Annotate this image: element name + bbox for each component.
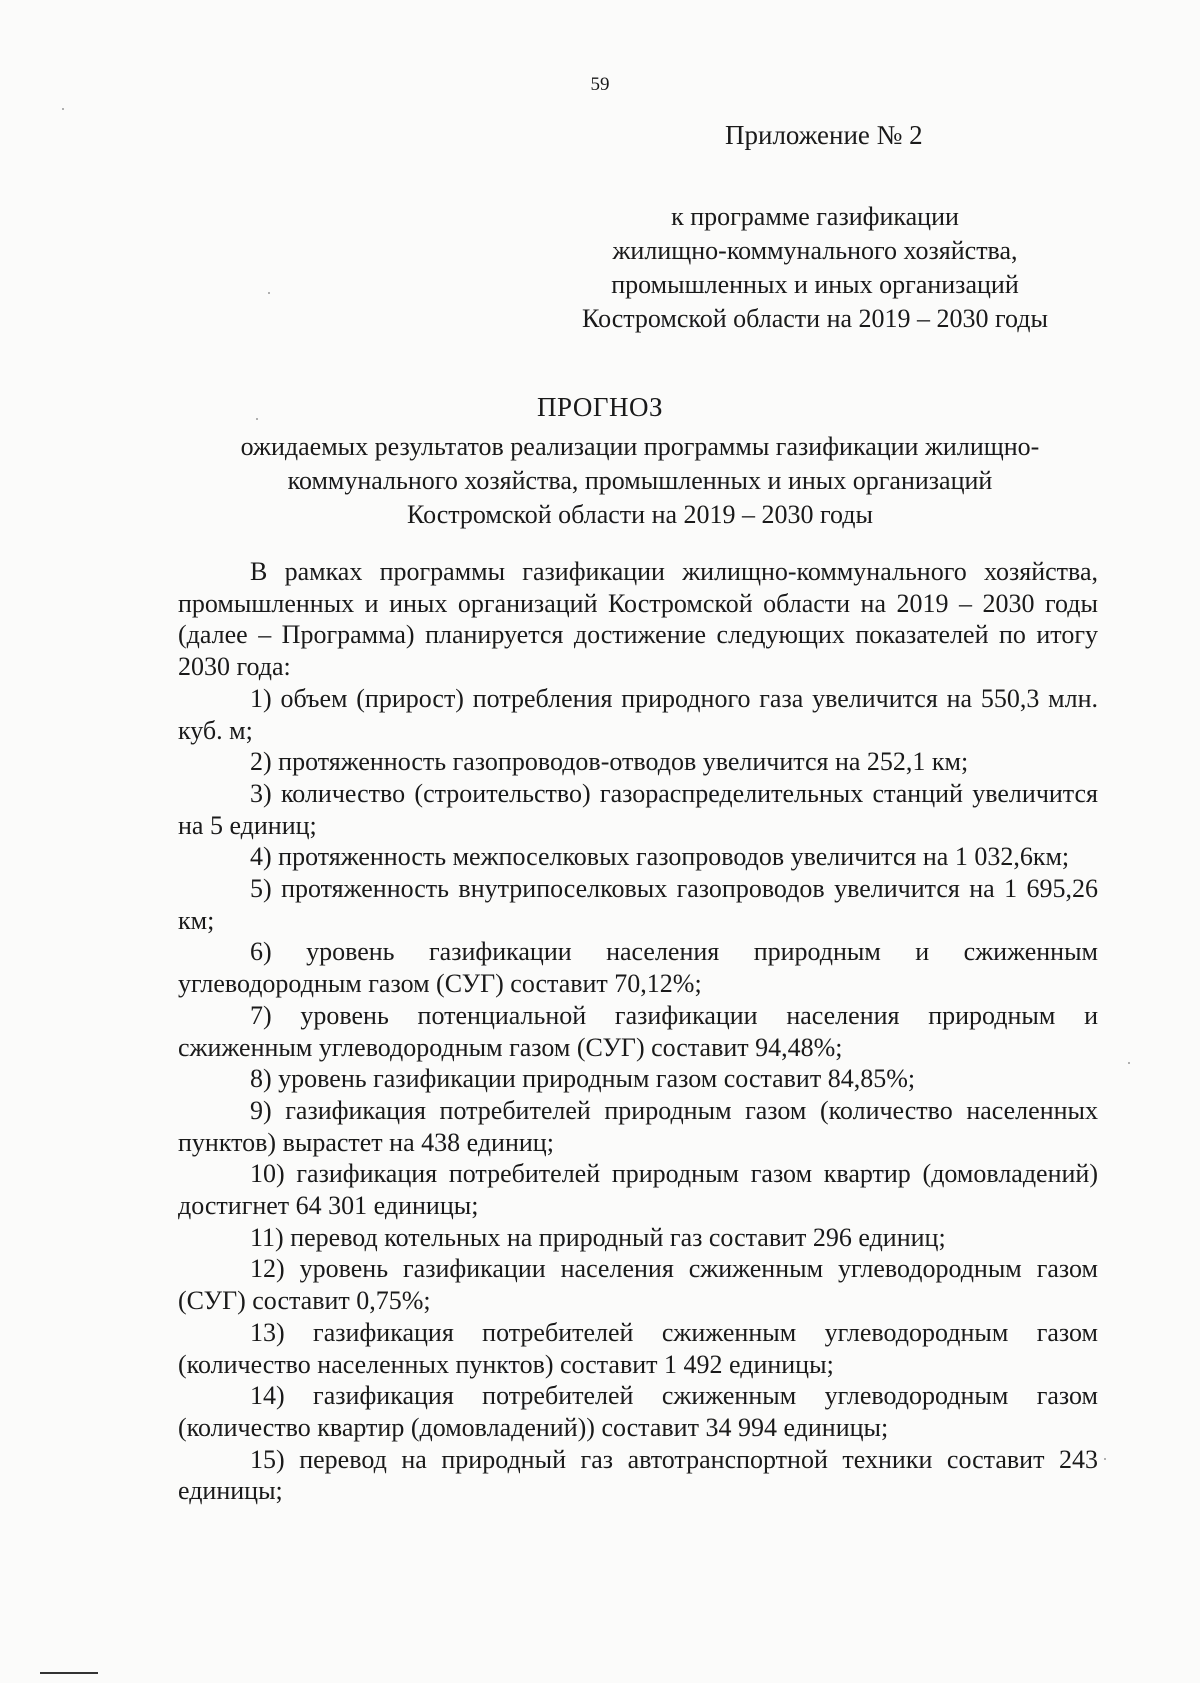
list-item: 15) перевод на природный газ автотранспортной техники составит 243 единицы; bbox=[178, 1444, 1098, 1506]
scan-speck bbox=[256, 418, 258, 420]
list-item: 2) протяженность газопроводов-отводов увеличится на 252,1 км; bbox=[250, 747, 969, 777]
scan-speck bbox=[1128, 1062, 1130, 1064]
list-item: 7) уровень потенциальной газификации населения природным и сжиженным углеводородным газом (СУГ) составит 94,48%; bbox=[178, 1000, 1098, 1062]
list-item: 6) уровень газификации населения природным и сжиженным углеводородным газом (СУГ) составит 70,12%; bbox=[178, 937, 1098, 999]
list-item: 12) уровень газификации населения сжиженным углеводородным газом (СУГ) составит 0,75%; bbox=[178, 1254, 1098, 1316]
footer-mark bbox=[40, 1672, 98, 1674]
list-item: 9) газификация потребителей природным газом (количество населенных пунктов) вырастет на 438 единиц; bbox=[178, 1095, 1098, 1157]
scan-speck bbox=[1104, 1458, 1106, 1460]
list-item: 10) газификация потребителей природным газом квартир (домовладений) достигнет 64 301 единицы; bbox=[178, 1159, 1098, 1221]
appendix-subtitle-line: жилищно-коммунального хозяйства, bbox=[612, 236, 1018, 265]
document-title: ПРОГНОЗ bbox=[537, 392, 663, 422]
list-item: 11) перевод котельных на природный газ составит 296 единиц; bbox=[250, 1222, 946, 1252]
appendix-subtitle-line: промышленных и иных организаций bbox=[611, 270, 1019, 299]
appendix-subtitle-line: Костромской области на 2019 – 2030 годы bbox=[582, 304, 1048, 333]
scan-speck bbox=[62, 108, 64, 110]
scan-speck bbox=[268, 292, 270, 294]
document-subtitle-line: коммунального хозяйства, промышленных и иных организаций bbox=[287, 466, 993, 495]
list-item: 1) объем (прирост) потребления природного газа увеличится на 550,3 млн. куб. м; bbox=[178, 683, 1098, 745]
list-item: 13) газификация потребителей сжиженным углеводородным газом (количество населенных пунктов) составит 1 492 единицы; bbox=[178, 1317, 1098, 1379]
appendix-subtitle-line: к программе газификации bbox=[671, 202, 959, 231]
list-item: 4) протяженность межпоселковых газопроводов увеличится на 1 032,6км; bbox=[250, 842, 1070, 872]
document-body bbox=[178, 556, 1098, 1507]
appendix-subtitle bbox=[560, 200, 1070, 336]
document-subtitle-line: ожидаемых результатов реализации программы газификации жилищно- bbox=[240, 432, 1040, 461]
list-item: 14) газификация потребителей сжиженным углеводородным газом (количество квартир (домовладений)) составит 34 994 единицы; bbox=[178, 1381, 1098, 1442]
page-number: 59 bbox=[590, 74, 610, 95]
intro-paragraph: В рамках программы газификации жилищно-коммунального хозяйства, промышленных и иных организаций Костромской области на 2019 – 2030 годы (далее – Программа) планируется достижение следующих показателей по итогу 2030 года: bbox=[178, 557, 1098, 682]
document-subtitle bbox=[200, 430, 1080, 532]
list-item: 5) протяженность внутрипоселковых газопроводов увеличится на 1 695,26 км; bbox=[178, 874, 1098, 935]
document-subtitle-line: Костромской области на 2019 – 2030 годы bbox=[407, 500, 873, 529]
list-item: 3) количество (строительство) газораспределительных станций увеличится на 5 единиц; bbox=[178, 778, 1098, 840]
appendix-label: Приложение № 2 bbox=[725, 120, 923, 150]
list-item: 8) уровень газификации природным газом составит 84,85%; bbox=[250, 1064, 916, 1094]
